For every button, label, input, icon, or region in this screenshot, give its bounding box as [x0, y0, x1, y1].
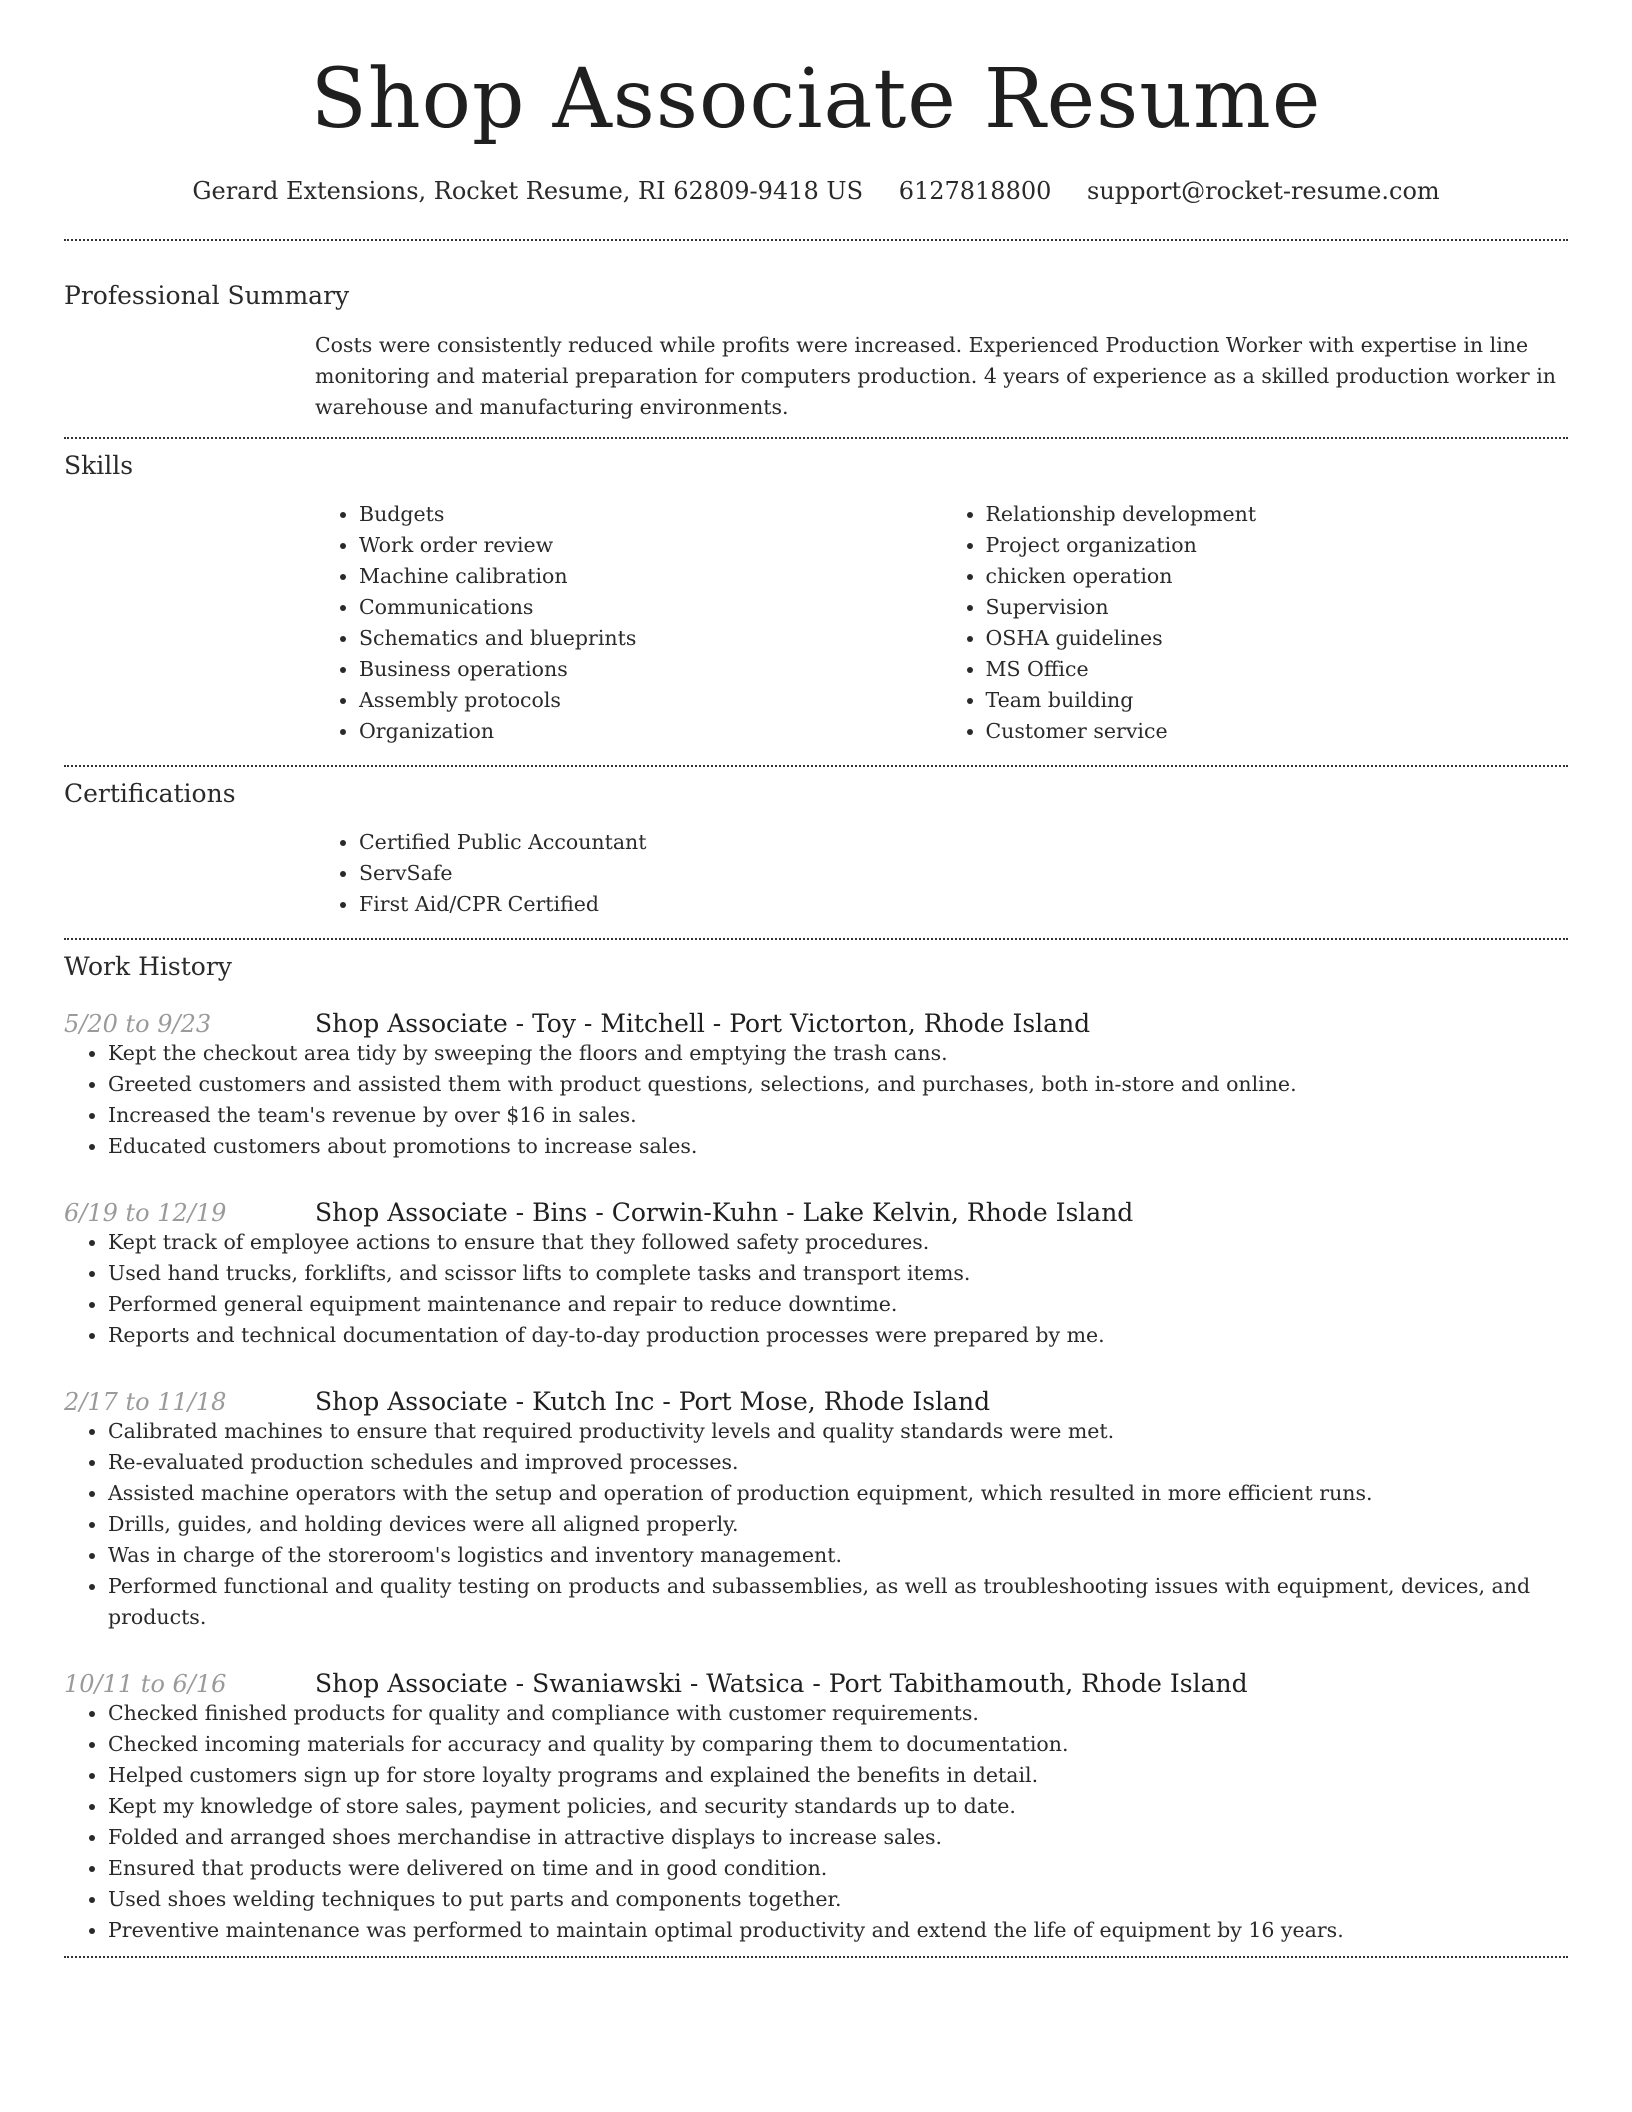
job-bullet: • Folded and arranged shoes merchandise in attractive displays to increase sales.	[108, 1822, 1568, 1853]
job-header	[64, 1669, 1568, 1698]
skill-item: • Assembly protocols	[359, 685, 942, 716]
job-bullets	[64, 1227, 1568, 1351]
job-bullet: • Performed general equipment maintenance and repair to reduce downtime.	[108, 1289, 1568, 1320]
header-divider	[64, 239, 1568, 241]
skills-heading: Skills	[64, 451, 134, 480]
job-dates: 6/19 to 12/19	[64, 1199, 227, 1227]
skill-item: • Team building	[986, 685, 1569, 716]
job-bullets	[64, 1698, 1568, 1946]
job-bullet: • Was in charge of the storeroom's logistics and inventory management.	[108, 1540, 1568, 1571]
job-dates: 10/11 to 6/16	[64, 1670, 227, 1698]
job-bullet: • Kept the checkout area tidy by sweeping the floors and emptying the trash cans.	[108, 1038, 1568, 1069]
skill-item: • Budgets	[359, 499, 942, 530]
job-bullet: • Used shoes welding techniques to put parts and components together.	[108, 1884, 1568, 1915]
job-bullet: • Educated customers about promotions to increase sales.	[108, 1131, 1568, 1162]
skill-item: • OSHA guidelines	[986, 623, 1569, 654]
job-bullets	[64, 1416, 1568, 1633]
job-bullet: • Helped customers sign up for store loyalty programs and explained the benefits in detail.	[108, 1760, 1568, 1791]
skill-item: • Organization	[359, 716, 942, 747]
skills-columns	[315, 499, 1568, 747]
skill-item: • MS Office	[986, 654, 1569, 685]
job-dates: 5/20 to 9/23	[64, 1010, 212, 1038]
job-title: Shop Associate - Toy - Mitchell - Port Victorton, Rhode Island	[315, 1009, 1091, 1038]
summary-divider	[64, 437, 1568, 439]
job-bullets	[64, 1038, 1568, 1162]
resume-page	[64, 0, 1568, 1958]
summary-heading: Professional Summary	[64, 281, 350, 310]
job-dates: 2/17 to 11/18	[64, 1388, 227, 1416]
skill-item: • Work order review	[359, 530, 942, 561]
skill-item: • Relationship development	[986, 499, 1569, 530]
job-bullet: • Drills, guides, and holding devices were all aligned properly.	[108, 1509, 1568, 1540]
work-history-divider	[64, 1956, 1568, 1958]
job-bullet: • Checked finished products for quality and compliance with customer requirements.	[108, 1698, 1568, 1729]
skills-list-right	[942, 499, 1569, 747]
contact-line	[64, 176, 1568, 206]
skill-item: • Project organization	[986, 530, 1569, 561]
certifications-section	[64, 779, 1568, 920]
job-title: Shop Associate - Bins - Corwin-Kuhn - Lake Kelvin, Rhode Island	[315, 1198, 1134, 1227]
contact-address: Gerard Extensions, Rocket Resume, RI 62809-9418 US	[192, 177, 864, 205]
certification-item: • ServSafe	[359, 858, 1568, 889]
job-bullet: • Reports and technical documentation of day-to-day production processes were prepared by me.	[108, 1320, 1568, 1351]
job-title: Shop Associate - Swaniawski - Watsica - Port Tabithamouth, Rhode Island	[315, 1669, 1248, 1698]
skill-item: • chicken operation	[986, 561, 1569, 592]
job-bullet: • Performed functional and quality testing on products and subassemblies, as well as troubleshooting issues with equipment, devices, and products.	[108, 1571, 1568, 1633]
skill-item: • Machine calibration	[359, 561, 942, 592]
job-bullet: • Checked incoming materials for accuracy and quality by comparing them to documentation.	[108, 1729, 1568, 1760]
skill-item: • Business operations	[359, 654, 942, 685]
job-bullet: • Greeted customers and assisted them with product questions, selections, and purchases, both in-store and online.	[108, 1069, 1568, 1100]
summary-text: Costs were consistently reduced while profits were increased. Experienced Production Worker with expertise in line monitoring and material preparation for computers production. 4 years of experience as a skilled production worker in warehouse and manufacturing environments.	[315, 333, 1556, 419]
job-header	[64, 1387, 1568, 1416]
job-header	[64, 1009, 1568, 1038]
certification-item: • First Aid/CPR Certified	[359, 889, 1568, 920]
certifications-content	[315, 827, 1568, 920]
certifications-list	[315, 827, 1568, 920]
skill-item: • Schematics and blueprints	[359, 623, 942, 654]
job-title: Shop Associate - Kutch Inc - Port Mose, Rhode Island	[315, 1387, 991, 1416]
job-bullet: • Calibrated machines to ensure that required productivity levels and quality standards were met.	[108, 1416, 1568, 1447]
summary-section	[64, 281, 1568, 423]
work-history-section	[64, 952, 1568, 1946]
contact-phone: 6127818800	[898, 177, 1052, 205]
certifications-divider	[64, 938, 1568, 940]
job-bullet: • Kept my knowledge of store sales, payment policies, and security standards up to date.	[108, 1791, 1568, 1822]
skill-item: • Communications	[359, 592, 942, 623]
job-entry	[64, 1387, 1568, 1633]
job-entry	[64, 1198, 1568, 1351]
job-bullet: • Assisted machine operators with the setup and operation of production equipment, which resulted in more efficient runs.	[108, 1478, 1568, 1509]
job-bullet: • Kept track of employee actions to ensure that they followed safety procedures.	[108, 1227, 1568, 1258]
job-bullet: • Preventive maintenance was performed to maintain optimal productivity and extend the life of equipment by 16 years.	[108, 1915, 1568, 1946]
job-bullet: • Increased the team's revenue by over $16 in sales.	[108, 1100, 1568, 1131]
job-entry	[64, 1009, 1568, 1162]
job-header	[64, 1198, 1568, 1227]
certification-item: • Certified Public Accountant	[359, 827, 1568, 858]
skills-list-left	[315, 499, 942, 747]
certifications-heading: Certifications	[64, 779, 236, 808]
skills-divider	[64, 765, 1568, 767]
job-bullet: • Re-evaluated production schedules and improved processes.	[108, 1447, 1568, 1478]
work-history-heading: Work History	[64, 952, 232, 981]
resume-title: Shop Associate Resume	[310, 52, 1322, 147]
job-bullet: • Used hand trucks, forklifts, and scissor lifts to complete tasks and transport items.	[108, 1258, 1568, 1289]
job-entry	[64, 1669, 1568, 1946]
skill-item: • Supervision	[986, 592, 1569, 623]
job-bullet: • Ensured that products were delivered on time and in good condition.	[108, 1853, 1568, 1884]
skills-section	[64, 451, 1568, 747]
contact-email: support@rocket-resume.com	[1087, 177, 1440, 205]
skill-item: • Customer service	[986, 716, 1569, 747]
